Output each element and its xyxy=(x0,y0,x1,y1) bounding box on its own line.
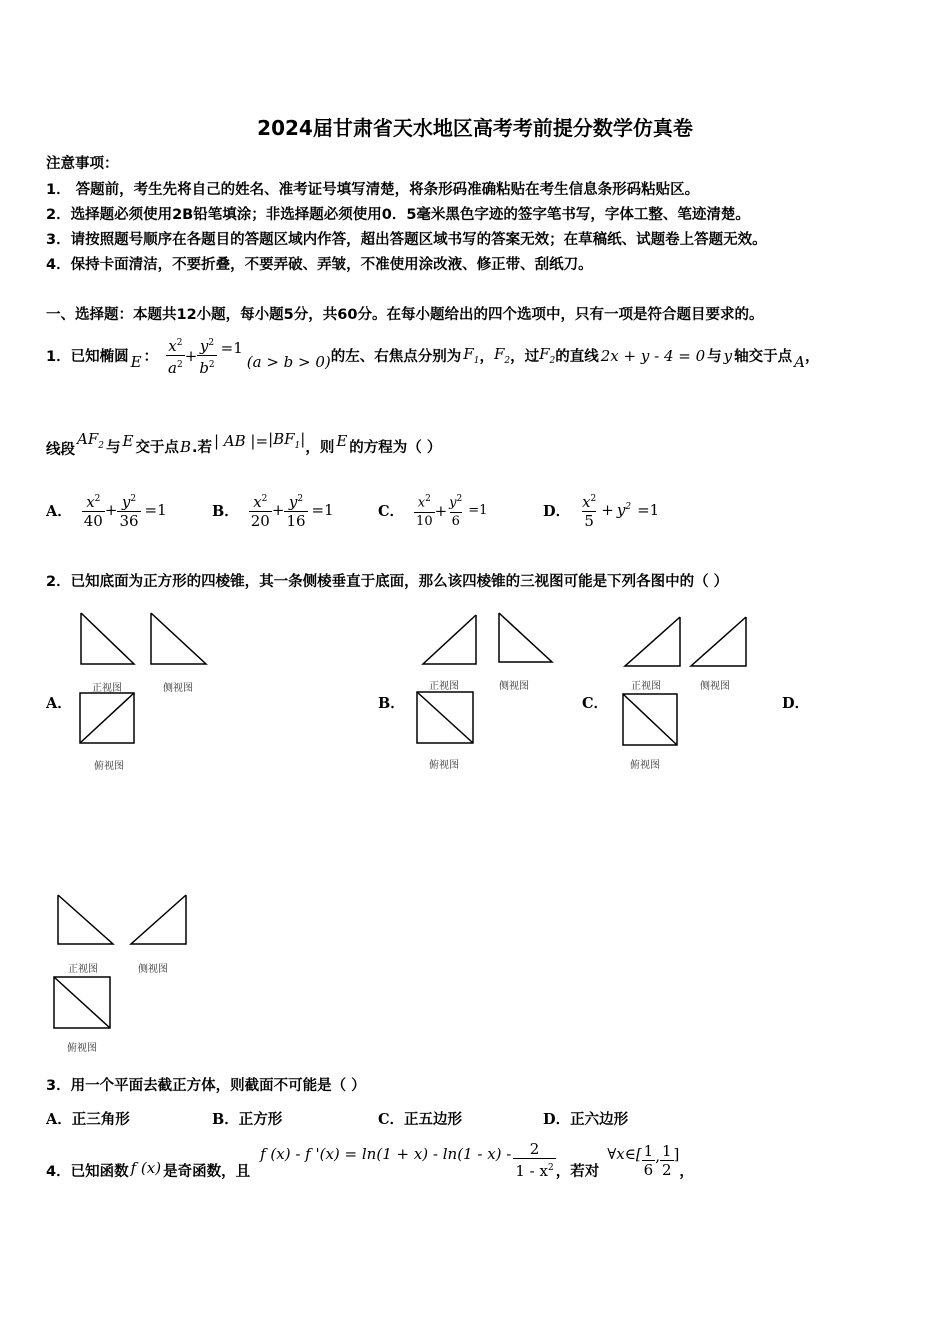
question-4-text: 4．已知函数 f (x) 是奇函数，且 f (x) - f '(x) = ln(1 + x) - ln(1 - x) - $\frac{2}{1 - x^2}$ ，若对 ∀x∈[ $\frac{1}{6}$ , $\frac{1}{2}$ ] ， xyxy=(46,1140,694,1180)
q4-text: 4．已知函数 xyxy=(46,1163,129,1180)
q4-forall: ∀x∈[ xyxy=(607,1145,642,1163)
q2-b-front-caption: 正视图 xyxy=(429,681,459,692)
q1-var-A: A xyxy=(794,352,805,371)
question-1-line-1 xyxy=(46,334,819,377)
q1-text: .若 xyxy=(191,440,212,456)
q1-option-d[interactable]: D． $\frac{x^2}{5}$ + $y^2$ =1 xyxy=(543,493,660,530)
question-1-line-2 xyxy=(46,430,442,458)
q4-frac-1-2: $\frac{1}{2}$ xyxy=(662,1141,672,1179)
q2-d-top-view xyxy=(52,975,114,1031)
q1-option-b[interactable]: B． $\frac{x^2}{20}$ + $\frac{y^2}{16}$ =1 xyxy=(212,493,334,530)
q2-b-top-view xyxy=(415,690,477,746)
q2-d-front-view xyxy=(55,892,117,948)
q2-c-top-view xyxy=(621,692,681,748)
section-heading: 一、选择题：本题共12小题，每小题5分，共60分。在每小题给出的四个选项中，只有一项是符合题目要求的。 xyxy=(46,307,764,323)
q1-text: ，则 xyxy=(305,440,335,456)
q2-a-top-view xyxy=(78,691,138,746)
q3-option-c[interactable]: C．正五边形 xyxy=(378,1111,463,1128)
q2-d-side-caption: 侧视图 xyxy=(138,964,168,975)
q2-c-side-caption: 侧视图 xyxy=(700,681,730,692)
q1-text: 轴交于点 xyxy=(734,349,793,365)
q3-option-b[interactable]: B．正方形 xyxy=(212,1111,283,1128)
q4-text: 是奇函数，且 xyxy=(163,1163,251,1180)
q2-a-front-view xyxy=(78,610,138,668)
q2-b-side-caption: 侧视图 xyxy=(499,681,529,692)
q2-c-side-view xyxy=(688,614,750,670)
q1-AF2: $AF_2$ xyxy=(77,430,104,451)
page-title: 2024届甘肃省天水地区高考考前提分数学仿真卷 xyxy=(257,116,693,140)
q1-abs-BF1: $|BF_1|$ xyxy=(268,430,306,451)
q2-d-front-caption: 正视图 xyxy=(68,964,98,975)
question-2-text: 2．已知底面为正方形的四棱锥，其一条侧棱垂直于底面，那么该四棱锥的三视图可能是下列各图中的（ ） xyxy=(46,574,729,590)
q1-option-a[interactable]: A． $\frac{x^2}{40}$ + $\frac{y^2}{36}$ =1 xyxy=(46,493,167,530)
q2-option-b[interactable]: B． xyxy=(378,695,405,712)
q1-colon: ： xyxy=(143,349,159,365)
q1-line-equation: 2x + y - 4 = 0 xyxy=(600,346,706,365)
q2-a-side-caption: 侧视图 xyxy=(163,683,193,694)
q1-option-c[interactable]: C． $\frac{x^2}{10}$ + $\frac{y^2}{6}$ =1 xyxy=(378,494,488,530)
q2-option-d[interactable]: D． xyxy=(782,695,810,712)
q4-text: ， xyxy=(679,1163,694,1180)
notice-item: 2．选择题必须使用2B铅笔填涂；非选择题必须使用0．5毫米黑色字迹的签字笔书写，字体工整、笔迹清楚。 xyxy=(46,207,750,223)
q1-var-B: B xyxy=(179,437,191,456)
q1-comma: ， xyxy=(479,349,494,365)
q2-c-top-caption: 俯视图 xyxy=(630,760,660,771)
q1-condition: (a > b > 0) xyxy=(246,352,331,371)
q2-c-front-view xyxy=(622,614,684,670)
q1-text: 线段 xyxy=(46,442,75,458)
q2-option-a[interactable]: A． xyxy=(46,695,72,712)
q1-text: 的左、右焦点分别为 xyxy=(330,349,462,365)
q3-option-a[interactable]: A．正三角形 xyxy=(46,1111,130,1128)
q1-text: ， xyxy=(804,349,820,365)
q1-text: ，过 xyxy=(510,349,540,365)
q4-text: ，若对 xyxy=(555,1163,600,1180)
q2-b-front-view xyxy=(420,612,480,668)
q1-var-E: E xyxy=(336,431,348,450)
q2-option-c[interactable]: C． xyxy=(582,695,609,712)
q2-c-front-caption: 正视图 xyxy=(631,681,661,692)
q1-text: 的直线 xyxy=(555,349,599,365)
question-3-text: 3．用一个平面去截正方体，则截面不可能是（ ） xyxy=(46,1078,366,1094)
q1-text: 交于点 xyxy=(135,440,179,456)
q1-frac-x-a: $\frac{x^2}{a^2}$ xyxy=(168,337,183,377)
q4-close-bracket: ] xyxy=(673,1145,680,1163)
q4-frac-1-6: $\frac{1}{6}$ xyxy=(643,1141,654,1179)
q2-b-top-caption: 俯视图 xyxy=(429,760,459,771)
q4-fx: f (x) xyxy=(130,1159,162,1177)
q3-option-d[interactable]: D．正六边形 xyxy=(543,1111,629,1128)
q1-F2: $F_2$ xyxy=(493,345,511,366)
q1-F2: $F_2$ xyxy=(539,345,556,366)
q2-a-side-view xyxy=(148,610,210,668)
q1-abs-AB: | AB |= xyxy=(213,431,269,450)
notice-item: 3．请按照题号顺序在各题目的答题区域内作答，超出答题区域书写的答案无效；在草稿纸、试题卷上答题无效。 xyxy=(46,232,767,248)
q1-y2: $y^2$ xyxy=(616,501,632,519)
q1-text: 的方程为（ ） xyxy=(349,440,442,456)
q1-eq: =1 xyxy=(220,338,243,357)
q2-b-side-view xyxy=(496,610,556,666)
q1-text: 与 xyxy=(707,349,722,365)
q1-F1: $F_1$ xyxy=(463,345,480,366)
notice-item: 4．保持卡面清洁，不要折叠，不要弄破、弄皱，不准使用涂改液、修正带、刮纸刀。 xyxy=(46,257,593,273)
q1-text: 与 xyxy=(105,440,121,456)
q2-a-top-caption: 俯视图 xyxy=(94,761,124,772)
q4-expression: f (x) - f '(x) = ln(1 + x) - ln(1 - x) - xyxy=(260,1145,512,1163)
q1-text: 1．已知椭圆 xyxy=(46,349,129,365)
q1-frac-y-b: $\frac{y^2}{b^2}$ xyxy=(199,337,215,377)
notice-item: 1． 答题前，考生先将自己的姓名、准考证号填写清楚，将条形码准确粘贴在考生信息条形码粘贴区。 xyxy=(46,182,700,198)
q4-fraction: $\frac{2}{1 - x^2}$ xyxy=(515,1140,554,1180)
q1-var-E: E xyxy=(122,431,134,450)
q2-a-front-caption: 正视图 xyxy=(92,683,122,694)
q1-plus: + xyxy=(184,346,198,365)
notice-heading: 注意事项： xyxy=(46,156,119,172)
q2-d-top-caption: 俯视图 xyxy=(67,1043,97,1054)
q1-var-E: E xyxy=(130,352,142,371)
q1-var-y: y xyxy=(723,346,733,365)
q2-d-side-view xyxy=(128,892,190,948)
